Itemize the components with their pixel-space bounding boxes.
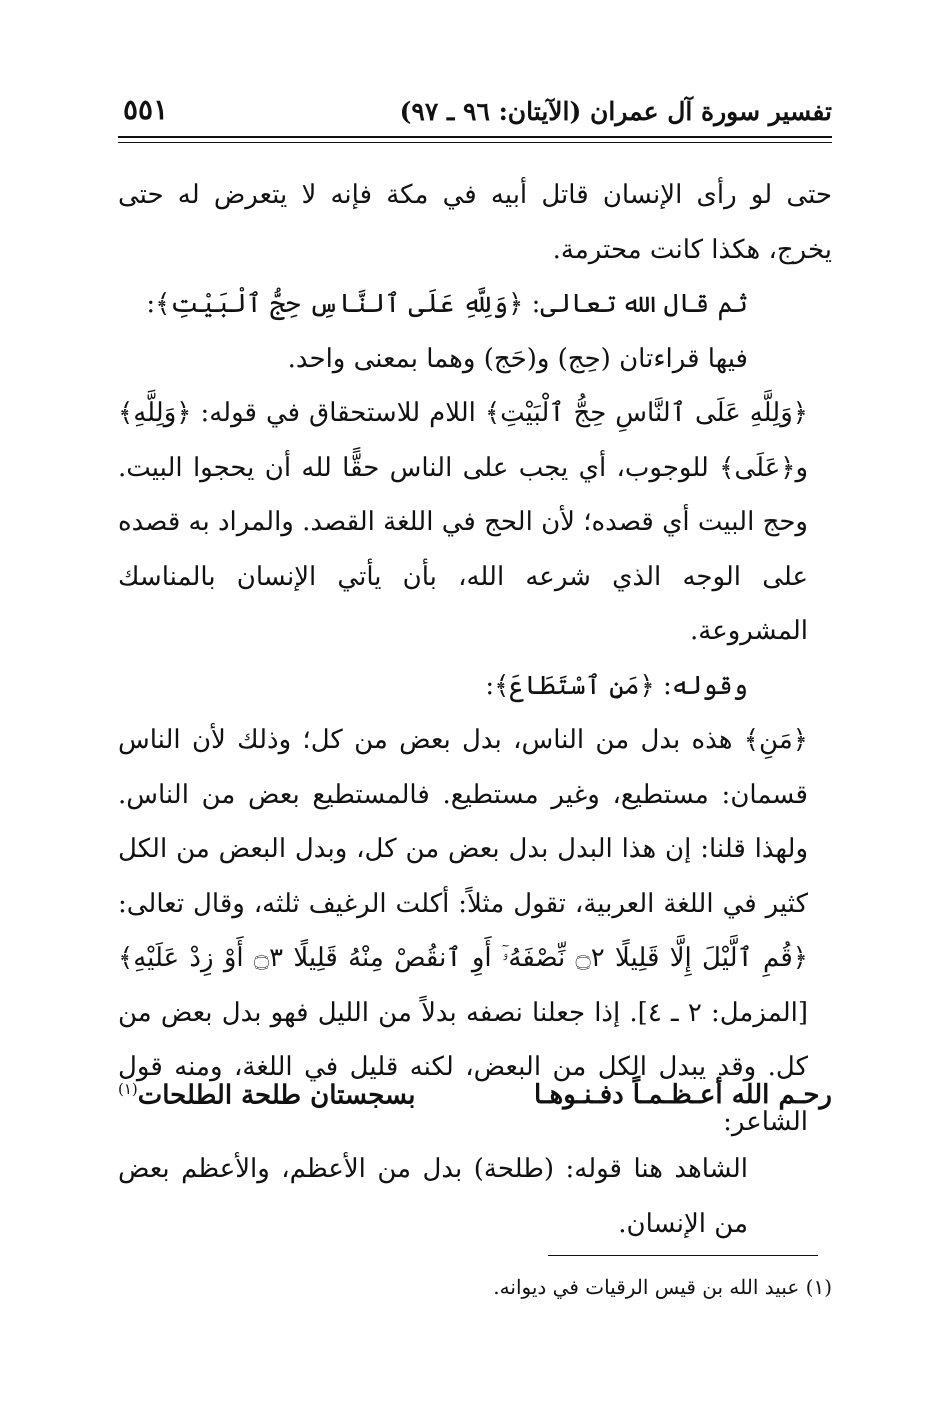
body-text	[118, 168, 832, 1149]
poem-verse	[118, 1080, 832, 1111]
poem-first-hemistich: رحـم الله أعـظـمـاً دفـنـوهـا	[533, 1080, 832, 1110]
footnote-rule	[548, 1255, 818, 1256]
paragraph-4: ﴿وَلِلَّهِ عَلَى ٱلنَّاسِ حِجُّ ٱلْبَيْتِ﴾ اللام للاستحقاق في قوله: ﴿وَلِلَّهِ﴾ و﴿عَلَى﴾ للوجوب، أي يجب على الناس حقًّا لله أن يحجوا البيت. وحج البيت أي قصده؛ لأن الحج في اللغة القصد. والمراد به قصده على الوجه الذي شرعه الله، بأن يأتي الإنسان بالمناسك المشروعة.	[118, 398, 808, 646]
footnote-reference: (١)	[118, 1080, 138, 1098]
page-number: ٥٥١	[123, 93, 169, 126]
poem-second-hemistich: بسجستان طلحة الطلحات$^{(١)}$	[118, 1080, 416, 1111]
paragraph-1: حتى لو رأى الإنسان قاتل أبيه في مكة فإنه لا يتعرض له حتى يخرج، هكذا كانت محترمة.	[118, 180, 832, 265]
header-rule-thin	[118, 142, 832, 143]
paragraph-7: الشاهد هنا قوله: (طلحة) بدل من الأعظم، والأعظم بعض من الإنسان.	[118, 1154, 748, 1239]
body-tail	[118, 1142, 832, 1251]
paragraph-6: ﴿مَنِ﴾ هذه بدل من الناس، بدل بعض من كل؛ وذلك لأن الناس قسمان: مستطيع، وغير مستطيع. فالمستطيع بعض من الناس. ولهذا قلنا: إن هذا البدل بدل بعض من كل، وبدل البعض من الكل كثير في اللغة العربية، تقول مثلاً: أكلت الرغيف ثلثه، وقال تعالى: ﴿قُمِ ٱلَّيْلَ إِلَّا قَلِيلًا ۝٢ نِّصْفَهُۥٓ أَوِ ٱنقُصْ مِنْهُ قَلِيلًا ۝٣ أَوْ زِدْ عَلَيْهِ﴾ [المزمل: ٢ ـ ٤]. إذا جعلنا نصفه بدلاً من الليل فهو بدل بعض من كل. وقد يبدل الكل من البعض، لكنه قليل في اللغة، ومنه قول الشاعر:	[118, 725, 809, 1137]
paragraph-3: فيها قراءتان (حِج) و(حَج) وهما بمعنى واحد.	[287, 343, 748, 374]
header-rule	[118, 136, 832, 138]
paragraph-5: وقوله: ﴿مَنِ ٱسْتَطَاعَ﴾:	[485, 670, 748, 701]
paragraph-2: ثم قال الله تعالى: ﴿وَلِلَّهِ عَلَى ٱلنَّاسِ حِجُّ ٱلْبَيْتِ﴾:	[146, 289, 748, 319]
running-title: تفسير سورة آل عمران (الآيتان: ٩٦ ـ ٩٧)	[399, 97, 832, 126]
footnote: (١) عبيد الله بن قيس الرقيات في ديوانه.	[493, 1275, 832, 1299]
